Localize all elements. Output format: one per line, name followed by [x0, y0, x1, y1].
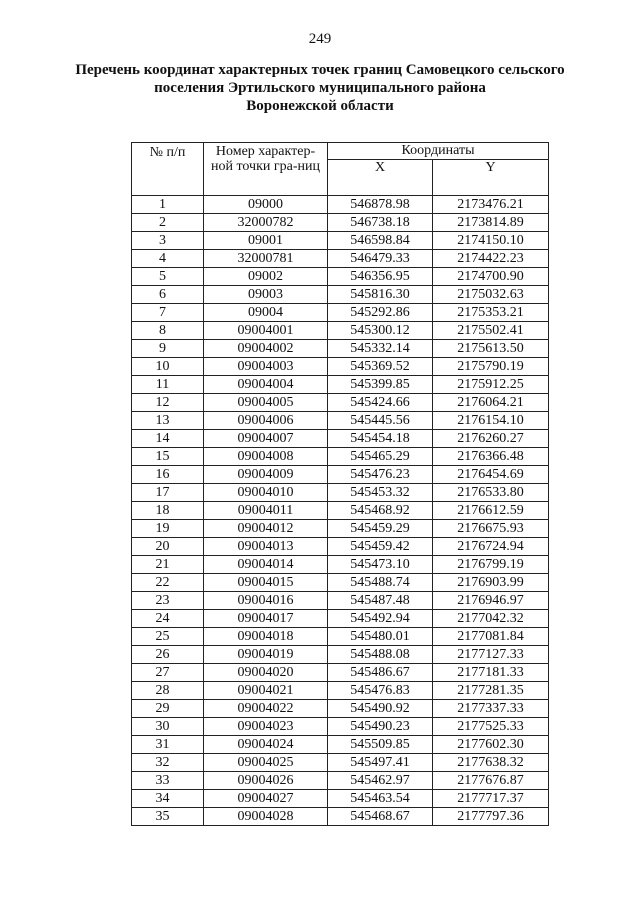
point-number-cell: 09004021 — [204, 682, 328, 700]
row-number-cell: 28 — [132, 682, 204, 700]
row-number-cell: 24 — [132, 610, 204, 628]
table-row — [132, 592, 549, 610]
header-point-number: Номер характер-ной точки гра-ниц — [204, 143, 328, 196]
row-number-cell: 18 — [132, 502, 204, 520]
y-coordinate-cell: 2177127.33 — [433, 646, 549, 664]
point-number-cell: 09004028 — [204, 808, 328, 826]
x-coordinate-cell: 545487.48 — [328, 592, 433, 610]
table-row — [132, 484, 549, 502]
row-number-cell: 20 — [132, 538, 204, 556]
y-coordinate-cell: 2175353.21 — [433, 304, 549, 322]
row-number-cell: 35 — [132, 808, 204, 826]
table-row — [132, 214, 549, 232]
point-number-cell: 09004003 — [204, 358, 328, 376]
y-coordinate-cell: 2175790.19 — [433, 358, 549, 376]
y-coordinate-cell: 2175912.25 — [433, 376, 549, 394]
row-number-cell: 1 — [132, 196, 204, 214]
row-number-cell: 15 — [132, 448, 204, 466]
row-number-cell: 17 — [132, 484, 204, 502]
row-number-cell: 13 — [132, 412, 204, 430]
table-row — [132, 322, 549, 340]
point-number-cell: 09004005 — [204, 394, 328, 412]
table-row — [132, 718, 549, 736]
table-row — [132, 358, 549, 376]
x-coordinate-cell: 545473.10 — [328, 556, 433, 574]
title-line: Воронежской области — [246, 98, 394, 114]
table-row — [132, 682, 549, 700]
x-coordinate-cell: 545465.29 — [328, 448, 433, 466]
header-coordinates: Координаты — [328, 143, 549, 160]
y-coordinate-cell: 2177081.84 — [433, 628, 549, 646]
x-coordinate-cell: 545468.67 — [328, 808, 433, 826]
row-number-cell: 3 — [132, 232, 204, 250]
point-number-cell: 09004010 — [204, 484, 328, 502]
point-number-cell: 09003 — [204, 286, 328, 304]
point-number-cell: 09001 — [204, 232, 328, 250]
row-number-cell: 19 — [132, 520, 204, 538]
table-row — [132, 574, 549, 592]
row-number-cell: 21 — [132, 556, 204, 574]
point-number-cell: 09004007 — [204, 430, 328, 448]
y-coordinate-cell: 2177602.30 — [433, 736, 549, 754]
point-number-cell: 09004019 — [204, 646, 328, 664]
x-coordinate-cell: 545476.83 — [328, 682, 433, 700]
row-number-cell: 30 — [132, 718, 204, 736]
table-row — [132, 304, 549, 322]
y-coordinate-cell: 2177042.32 — [433, 610, 549, 628]
row-number-cell: 33 — [132, 772, 204, 790]
table-row — [132, 610, 549, 628]
x-coordinate-cell: 545445.56 — [328, 412, 433, 430]
point-number-cell: 09004004 — [204, 376, 328, 394]
point-number-cell: 09004017 — [204, 610, 328, 628]
y-coordinate-cell: 2177281.35 — [433, 682, 549, 700]
y-coordinate-cell: 2174700.90 — [433, 268, 549, 286]
table-row — [132, 628, 549, 646]
point-number-cell: 09004013 — [204, 538, 328, 556]
coordinates-table — [131, 142, 549, 826]
row-number-cell: 31 — [132, 736, 204, 754]
y-coordinate-cell: 2175613.50 — [433, 340, 549, 358]
x-coordinate-cell: 546878.98 — [328, 196, 433, 214]
x-coordinate-cell: 546738.18 — [328, 214, 433, 232]
table-row — [132, 772, 549, 790]
header-number: № п/п — [132, 143, 204, 196]
table-row — [132, 466, 549, 484]
row-number-cell: 26 — [132, 646, 204, 664]
row-number-cell: 14 — [132, 430, 204, 448]
table-row — [132, 376, 549, 394]
row-number-cell: 2 — [132, 214, 204, 232]
point-number-cell: 09004002 — [204, 340, 328, 358]
x-coordinate-cell: 545424.66 — [328, 394, 433, 412]
point-number-cell: 09004015 — [204, 574, 328, 592]
table-row — [132, 520, 549, 538]
point-number-cell: 09004024 — [204, 736, 328, 754]
header-y: Y — [433, 160, 549, 196]
point-number-cell: 09004027 — [204, 790, 328, 808]
x-coordinate-cell: 546356.95 — [328, 268, 433, 286]
point-number-cell: 09004020 — [204, 664, 328, 682]
point-number-cell: 09002 — [204, 268, 328, 286]
x-coordinate-cell: 545488.74 — [328, 574, 433, 592]
row-number-cell: 8 — [132, 322, 204, 340]
y-coordinate-cell: 2177337.33 — [433, 700, 549, 718]
document-title — [40, 61, 600, 115]
y-coordinate-cell: 2176154.10 — [433, 412, 549, 430]
point-number-cell: 32000781 — [204, 250, 328, 268]
x-coordinate-cell: 545454.18 — [328, 430, 433, 448]
y-coordinate-cell: 2173814.89 — [433, 214, 549, 232]
y-coordinate-cell: 2176454.69 — [433, 466, 549, 484]
y-coordinate-cell: 2175032.63 — [433, 286, 549, 304]
x-coordinate-cell: 545300.12 — [328, 322, 433, 340]
title-line: поселения Эртильского муниципального района — [154, 80, 486, 96]
y-coordinate-cell: 2174422.23 — [433, 250, 549, 268]
point-number-cell: 09004001 — [204, 322, 328, 340]
table-row — [132, 250, 549, 268]
table-row — [132, 736, 549, 754]
table-row — [132, 340, 549, 358]
point-number-cell: 09004025 — [204, 754, 328, 772]
point-number-cell: 09004023 — [204, 718, 328, 736]
page-number: 249 — [308, 31, 332, 47]
table-row — [132, 700, 549, 718]
x-coordinate-cell: 545459.29 — [328, 520, 433, 538]
table-row — [132, 808, 549, 826]
y-coordinate-cell: 2176946.97 — [433, 592, 549, 610]
y-coordinate-cell: 2177525.33 — [433, 718, 549, 736]
y-coordinate-cell: 2175502.41 — [433, 322, 549, 340]
point-number-cell: 32000782 — [204, 214, 328, 232]
y-coordinate-cell: 2176260.27 — [433, 430, 549, 448]
point-number-cell: 09004014 — [204, 556, 328, 574]
row-number-cell: 10 — [132, 358, 204, 376]
x-coordinate-cell: 545490.23 — [328, 718, 433, 736]
point-number-cell: 09000 — [204, 196, 328, 214]
table-row — [132, 196, 549, 214]
y-coordinate-cell: 2176799.19 — [433, 556, 549, 574]
row-number-cell: 9 — [132, 340, 204, 358]
row-number-cell: 22 — [132, 574, 204, 592]
y-coordinate-cell: 2174150.10 — [433, 232, 549, 250]
point-number-cell: 09004009 — [204, 466, 328, 484]
y-coordinate-cell: 2176612.59 — [433, 502, 549, 520]
table-row — [132, 646, 549, 664]
point-number-cell: 09004 — [204, 304, 328, 322]
y-coordinate-cell: 2176724.94 — [433, 538, 549, 556]
point-number-cell: 09004011 — [204, 502, 328, 520]
y-coordinate-cell: 2177638.32 — [433, 754, 549, 772]
point-number-cell: 09004022 — [204, 700, 328, 718]
y-coordinate-cell: 2173476.21 — [433, 196, 549, 214]
table-row — [132, 754, 549, 772]
table-row — [132, 538, 549, 556]
x-coordinate-cell: 545399.85 — [328, 376, 433, 394]
x-coordinate-cell: 545480.01 — [328, 628, 433, 646]
x-coordinate-cell: 545462.97 — [328, 772, 433, 790]
table-row — [132, 232, 549, 250]
table-row — [132, 286, 549, 304]
x-coordinate-cell: 545468.92 — [328, 502, 433, 520]
y-coordinate-cell: 2177676.87 — [433, 772, 549, 790]
row-number-cell: 4 — [132, 250, 204, 268]
row-number-cell: 27 — [132, 664, 204, 682]
x-coordinate-cell: 545453.32 — [328, 484, 433, 502]
row-number-cell: 34 — [132, 790, 204, 808]
row-number-cell: 29 — [132, 700, 204, 718]
point-number-cell: 09004008 — [204, 448, 328, 466]
y-coordinate-cell: 2176064.21 — [433, 394, 549, 412]
y-coordinate-cell: 2176366.48 — [433, 448, 549, 466]
row-number-cell: 25 — [132, 628, 204, 646]
table-row — [132, 664, 549, 682]
table-row — [132, 556, 549, 574]
header-x: X — [328, 160, 433, 196]
point-number-cell: 09004006 — [204, 412, 328, 430]
table-row — [132, 448, 549, 466]
x-coordinate-cell: 545463.54 — [328, 790, 433, 808]
table-row — [132, 412, 549, 430]
x-coordinate-cell: 545816.30 — [328, 286, 433, 304]
x-coordinate-cell: 546598.84 — [328, 232, 433, 250]
row-number-cell: 32 — [132, 754, 204, 772]
x-coordinate-cell: 545509.85 — [328, 736, 433, 754]
point-number-cell: 09004026 — [204, 772, 328, 790]
y-coordinate-cell: 2176903.99 — [433, 574, 549, 592]
row-number-cell: 16 — [132, 466, 204, 484]
x-coordinate-cell: 545486.67 — [328, 664, 433, 682]
row-number-cell: 6 — [132, 286, 204, 304]
x-coordinate-cell: 545492.94 — [328, 610, 433, 628]
x-coordinate-cell: 545497.41 — [328, 754, 433, 772]
point-number-cell: 09004018 — [204, 628, 328, 646]
table-row — [132, 268, 549, 286]
y-coordinate-cell: 2177181.33 — [433, 664, 549, 682]
y-coordinate-cell: 2177717.37 — [433, 790, 549, 808]
row-number-cell: 7 — [132, 304, 204, 322]
table-row — [132, 394, 549, 412]
x-coordinate-cell: 545292.86 — [328, 304, 433, 322]
x-coordinate-cell: 545369.52 — [328, 358, 433, 376]
y-coordinate-cell: 2176533.80 — [433, 484, 549, 502]
row-number-cell: 12 — [132, 394, 204, 412]
table-row — [132, 430, 549, 448]
x-coordinate-cell: 545490.92 — [328, 700, 433, 718]
x-coordinate-cell: 546479.33 — [328, 250, 433, 268]
table-row — [132, 502, 549, 520]
point-number-cell: 09004016 — [204, 592, 328, 610]
row-number-cell: 23 — [132, 592, 204, 610]
x-coordinate-cell: 545476.23 — [328, 466, 433, 484]
row-number-cell: 11 — [132, 376, 204, 394]
row-number-cell: 5 — [132, 268, 204, 286]
table-body — [132, 196, 549, 826]
x-coordinate-cell: 545488.08 — [328, 646, 433, 664]
y-coordinate-cell: 2177797.36 — [433, 808, 549, 826]
point-number-cell: 09004012 — [204, 520, 328, 538]
y-coordinate-cell: 2176675.93 — [433, 520, 549, 538]
x-coordinate-cell: 545459.42 — [328, 538, 433, 556]
title-line: Перечень координат характерных точек границ Самовецкого сельского — [75, 62, 565, 78]
table-row — [132, 790, 549, 808]
x-coordinate-cell: 545332.14 — [328, 340, 433, 358]
